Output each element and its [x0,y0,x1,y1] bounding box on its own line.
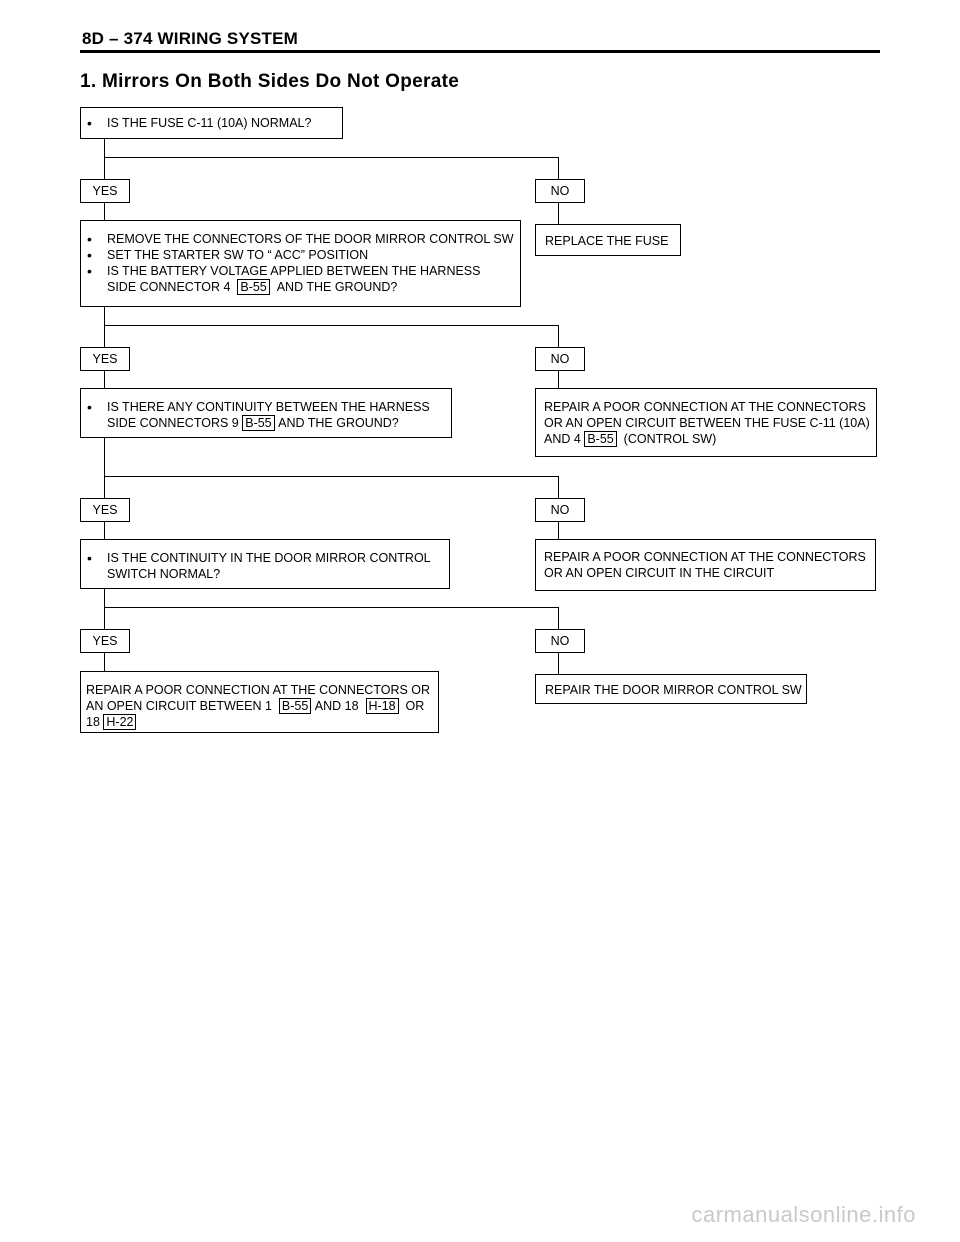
watermark: carmanualsonline.info [691,1202,916,1227]
connector [558,653,559,674]
yes4-line [86,698,438,714]
connector-ref: B-55 [279,698,311,714]
no2-line-text: AND 4 [544,432,581,446]
page-header-title: 8D – 374 WIRING SYSTEM [82,29,299,48]
connector [104,653,105,671]
no2-box [535,388,877,457]
no2-line-text: (CONTROL SW) [623,432,717,446]
no4-text: REPAIR THE DOOR MIRROR CONTROL SW [545,683,802,697]
no1-box [535,224,681,256]
connector [104,522,105,539]
no2-line [544,431,876,447]
section-title: 1. Mirrors On Both Sides Do Not Operate [80,71,460,92]
yes4-box [80,671,439,733]
no3-line: REPAIR A POOR CONNECTION AT THE CONNECTORS [544,550,866,564]
no-label: NO [535,179,585,203]
yes-label: YES [80,347,130,371]
q3-text [81,399,451,431]
yes4-line: REPAIR A POOR CONNECTION AT THE CONNECTORS OR [86,683,431,697]
connector-ref: H-18 [366,698,399,714]
connector [558,203,559,224]
connector [104,307,105,347]
connector-ref: B-55 [584,431,616,447]
connector [558,607,559,629]
connector [104,203,105,220]
q2-item-text: IS THE BATTERY VOLTAGE APPLIED BETWEEN THE HARNESS [107,264,481,278]
yes-label: YES [80,498,130,522]
q3-line: SIDE CONNECTORS 9 [107,416,239,430]
q2-item: • SET THE STARTER SW TO “ ACC” POSITION [81,247,516,263]
q4-text [81,550,449,582]
yes4-line-text: 18 [86,715,100,729]
connector [104,589,105,629]
no3-box [535,539,876,591]
no-label: NO [535,629,585,653]
yes-label: YES [80,629,130,653]
connector [104,157,559,158]
q4-box [80,539,450,589]
q4-line: SWITCH NORMAL? [107,567,221,581]
no2-line: OR AN OPEN CIRCUIT BETWEEN THE FUSE C-11 (10A) [544,416,870,430]
q4-line: IS THE CONTINUITY IN THE DOOR MIRROR CONTROL [107,551,431,565]
no3-line: OR AN OPEN CIRCUIT IN THE CIRCUIT [544,566,775,580]
q2-item [81,263,516,295]
no-label: NO [535,347,585,371]
q2-box [80,220,521,307]
connector-ref: B-55 [242,415,274,431]
connector [558,371,559,388]
q2-item-text: AND THE GROUND? [276,280,398,294]
connector [558,325,559,347]
connector-ref: H-22 [103,714,136,730]
no1-text: REPLACE THE FUSE [545,234,669,248]
header-rule [80,50,880,53]
connector-ref: B-55 [237,279,269,295]
q3-line: IS THERE ANY CONTINUITY BETWEEN THE HARNESS [107,400,430,414]
no-label: NO [535,498,585,522]
q3-box [80,388,452,438]
q3-line: AND THE GROUND? [278,416,399,430]
yes4-line-text: AND 18 [314,699,359,713]
q2-item: • REMOVE THE CONNECTORS OF THE DOOR MIRROR CONTROL SW [81,231,516,247]
connector [558,522,559,539]
yes4-line [86,714,438,730]
connector [558,157,559,179]
no4-box [535,674,807,704]
connector [104,139,105,179]
q1-text: • IS THE FUSE C-11 (10A) NORMAL? [81,115,342,131]
q1-box [80,107,343,139]
no2-line: REPAIR A POOR CONNECTION AT THE CONNECTORS [544,400,866,414]
yes4-line-text: AN OPEN CIRCUIT BETWEEN 1 [86,699,272,713]
connector [104,438,105,498]
connector [104,476,559,477]
yes-label: YES [80,179,130,203]
connector [104,371,105,388]
yes4-line-text: OR [405,699,425,713]
connector [558,476,559,498]
connector [104,325,559,326]
connector [104,607,559,608]
q2-item-text: SIDE CONNECTOR 4 [107,280,231,294]
